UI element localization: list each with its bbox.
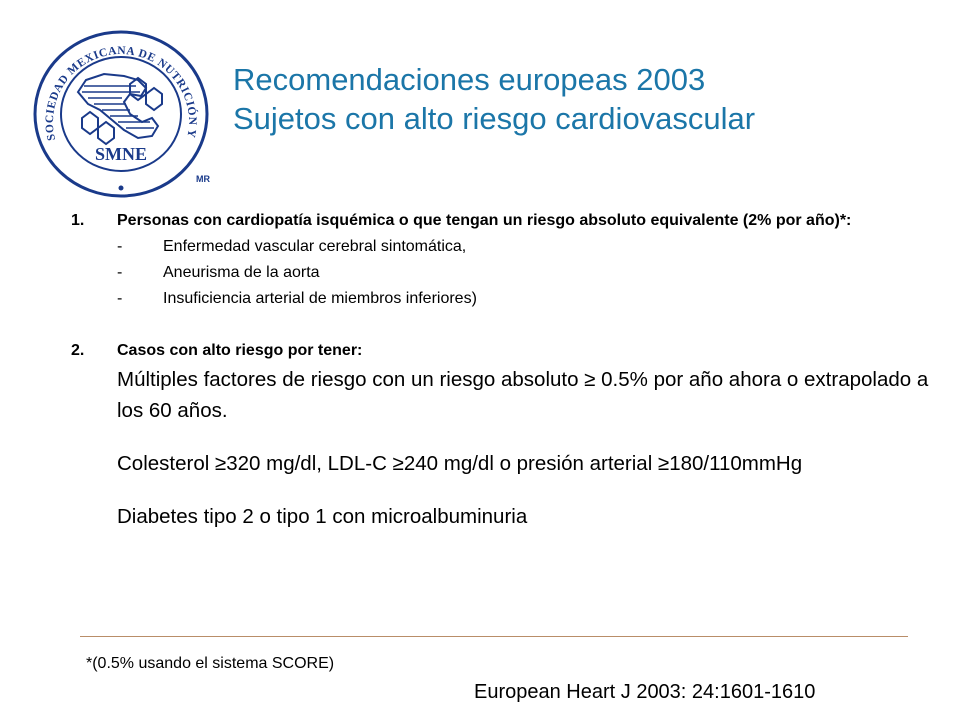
dash-bullet: - (117, 264, 123, 281)
footnote: *(0.5% usando el sistema SCORE) (86, 655, 335, 672)
dash-bullet: - (117, 290, 123, 307)
criterion-paragraph: Colesterol ≥320 mg/dl, LDL-C ≥240 mg/dl o presión arterial ≥180/110mmHg (117, 452, 803, 475)
title-line-2: Sujetos con alto riesgo cardiovascular (233, 101, 756, 136)
logo-acronym: SMNE (94, 144, 148, 164)
logo-trademark: MR (196, 174, 210, 184)
list-item-2 (71, 338, 931, 364)
list-item-1 (71, 208, 931, 312)
sub-item (117, 286, 931, 312)
sub-list (117, 234, 931, 312)
dash-bullet: - (117, 238, 123, 255)
item-heading: Casos con alto riesgo por tener: (117, 342, 363, 359)
sub-item-text: Aneurisma de la aorta (163, 264, 320, 281)
sub-item (117, 234, 931, 260)
slide-title (233, 60, 933, 138)
title-line-1: Recomendaciones europeas 2003 (233, 62, 706, 97)
divider-line (80, 636, 908, 637)
criterion-paragraph: Múltiples factores de riesgo con un riesgo absoluto ≥ 0.5% por año ahora o extrapolado a los 60 años. (117, 368, 929, 422)
smne-logo (26, 22, 216, 202)
risk-criteria (117, 364, 931, 532)
sub-item (117, 260, 931, 286)
citation: European Heart J 2003: 24:1601-1610 (474, 681, 816, 703)
slide-content (71, 208, 931, 532)
item-heading: Personas con cardiopatía isquémica o que tengan un riesgo absoluto equivalente (2% por año)*: (117, 212, 852, 229)
item-number: 1. (71, 212, 85, 229)
sub-item-text: Enfermedad vascular cerebral sintomática, (163, 238, 467, 255)
sub-item-text: Insuficiencia arterial de miembros inferiores) (163, 290, 477, 307)
item-number: 2. (71, 342, 85, 359)
criterion-paragraph: Diabetes tipo 2 o tipo 1 con microalbuminuria (117, 505, 528, 528)
logo-ring-text: SOCIEDAD MEXICANA DE NUTRICIÓN Y (43, 44, 199, 142)
